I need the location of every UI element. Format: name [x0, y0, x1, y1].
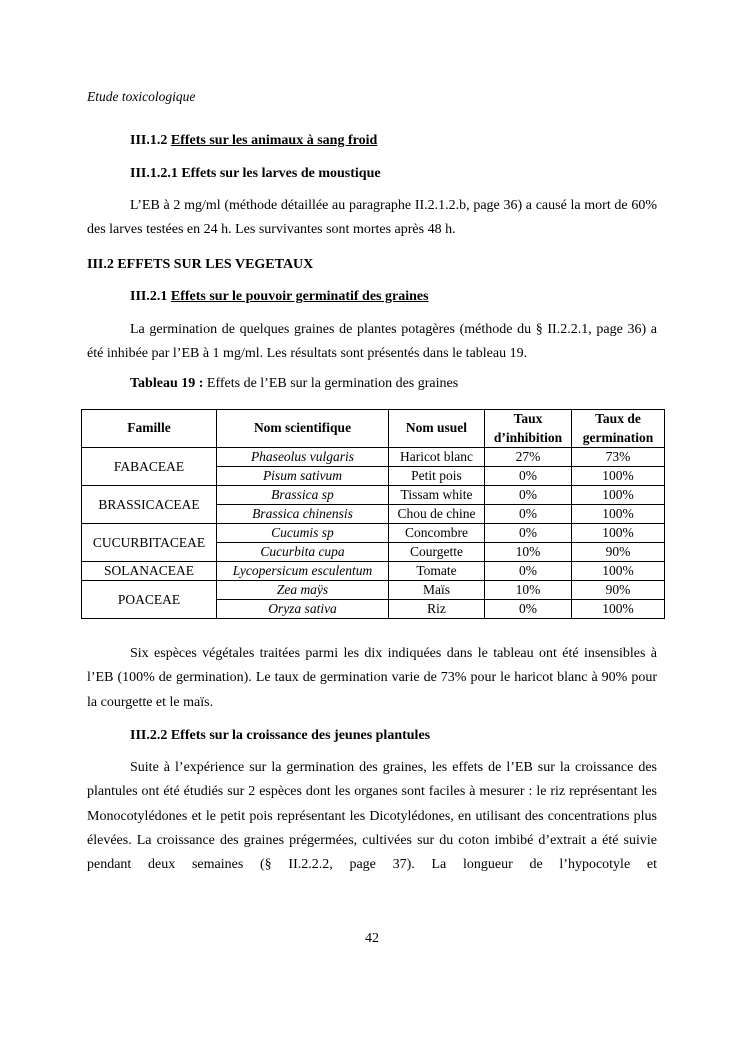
table-caption-text: Effets de l’EB sur la germination des graines — [203, 376, 459, 391]
scientific-name-cell: Phaseolus vulgaris — [217, 448, 389, 467]
table-row — [82, 524, 665, 543]
usual-name-cell: Maïs — [389, 581, 485, 600]
table-row — [82, 581, 665, 600]
header-taux-germination: Taux de germination — [572, 410, 665, 448]
inhibition-cell: 0% — [485, 600, 572, 619]
family-cell: FABACEAE — [82, 448, 217, 486]
inhibition-cell: 0% — [485, 505, 572, 524]
germination-cell: 100% — [572, 486, 665, 505]
subsection-heading-croissance: III.2.2 Effets sur la croissance des jeunes plantules — [130, 728, 431, 743]
table-header-row — [82, 410, 665, 448]
section-title: Effets sur les animaux à sang froid — [170, 133, 378, 148]
germination-cell: 100% — [572, 505, 665, 524]
header-taux-inhibition: Taux d’inhibition — [485, 410, 572, 448]
inhibition-cell: 0% — [485, 467, 572, 486]
header-famille: Famille — [82, 410, 217, 448]
usual-name-cell: Haricot blanc — [389, 448, 485, 467]
page-number: 42 — [365, 931, 379, 946]
usual-name-cell: Tissam white — [389, 486, 485, 505]
paragraph-moustique: L’EB à 2 mg/ml (méthode détaillée au paragraphe II.2.1.2.b, page 36) a causé la mort de 60% des larves testées en 24 h. Les survivantes sont mortes après 48 h. — [87, 198, 657, 238]
header-nom-scientifique: Nom scientifique — [217, 410, 389, 448]
usual-name-cell: Tomate — [389, 562, 485, 581]
subsection-heading-moustique: III.1.2.1 Effets sur les larves de moustique — [130, 166, 381, 181]
table-row — [82, 562, 665, 581]
scientific-name-cell: Cucurbita cupa — [217, 543, 389, 562]
section-title: Effets sur le pouvoir germinatif des graines — [170, 289, 429, 304]
scientific-name-cell: Oryza sativa — [217, 600, 389, 619]
germination-cell: 100% — [572, 467, 665, 486]
inhibition-cell: 27% — [485, 448, 572, 467]
inhibition-cell: 10% — [485, 543, 572, 562]
usual-name-cell: Petit pois — [389, 467, 485, 486]
table-caption-label: Tableau 19 : — [130, 376, 204, 391]
scientific-name-cell: Pisum sativum — [217, 467, 389, 486]
scientific-name-cell: Lycopersicum esculentum — [217, 562, 389, 581]
germination-cell: 100% — [572, 600, 665, 619]
table-row — [82, 448, 665, 467]
running-header: Etude toxicologique — [87, 89, 196, 104]
scientific-name-cell: Brassica chinensis — [217, 505, 389, 524]
paragraph-croissance: Suite à l’expérience sur la germination des graines, les effets de l’EB sur la croissance des plantules ont été étudiés sur 2 espèces dont les organes sont faciles à mesurer : le riz représentant les Monocotylédones et le petit pois représentant les Dicotylédones, en utilisant des concentrations plus élevées. La croissance des graines prégermées, cultivées sur du coton imbibé d’extrait a été suivie pendant deux semaines (§ II.2.2.2, page 37). La longueur de l’hypocotyle et — [87, 760, 657, 873]
germination-cell: 73% — [572, 448, 665, 467]
inhibition-cell: 0% — [485, 486, 572, 505]
paragraph-results: Six espèces végétales traitées parmi les dix indiquées dans le tableau ont été insensibles à l’EB (100% de germination). Le taux de germination varie de 73% pour le haricot blanc à 90% pour la courgette et le maïs. — [87, 646, 657, 710]
usual-name-cell: Courgette — [389, 543, 485, 562]
germination-table — [81, 409, 665, 619]
section-heading-vegetaux: III.2 EFFETS SUR LES VEGETAUX — [87, 257, 314, 272]
paragraph-germination: La germination de quelques graines de plantes potagères (méthode du § II.2.2.1, page 36) a été inhibée par l’EB à 1 mg/ml. Les résultats sont présentés dans le tableau 19. — [87, 322, 657, 362]
inhibition-cell: 10% — [485, 581, 572, 600]
family-cell: POACEAE — [82, 581, 217, 619]
family-cell: SOLANACEAE — [82, 562, 217, 581]
header-nom-usuel: Nom usuel — [389, 410, 485, 448]
germination-cell: 90% — [572, 543, 665, 562]
scientific-name-cell: Zea maÿs — [217, 581, 389, 600]
inhibition-cell: 0% — [485, 562, 572, 581]
scientific-name-cell: Brassica sp — [217, 486, 389, 505]
germination-cell: 90% — [572, 581, 665, 600]
section-number: III.1.2 — [130, 133, 171, 148]
section-heading-animaux — [130, 133, 377, 149]
scientific-name-cell: Cucumis sp — [217, 524, 389, 543]
inhibition-cell: 0% — [485, 524, 572, 543]
usual-name-cell: Concombre — [389, 524, 485, 543]
family-cell: CUCURBITACEAE — [82, 524, 217, 562]
usual-name-cell: Chou de chine — [389, 505, 485, 524]
family-cell: BRASSICACEAE — [82, 486, 217, 524]
table-row — [82, 486, 665, 505]
usual-name-cell: Riz — [389, 600, 485, 619]
section-number: III.2.1 — [130, 289, 171, 304]
germination-cell: 100% — [572, 562, 665, 581]
germination-cell: 100% — [572, 524, 665, 543]
table-caption — [130, 376, 458, 392]
subsection-heading-germinatif — [130, 289, 429, 305]
